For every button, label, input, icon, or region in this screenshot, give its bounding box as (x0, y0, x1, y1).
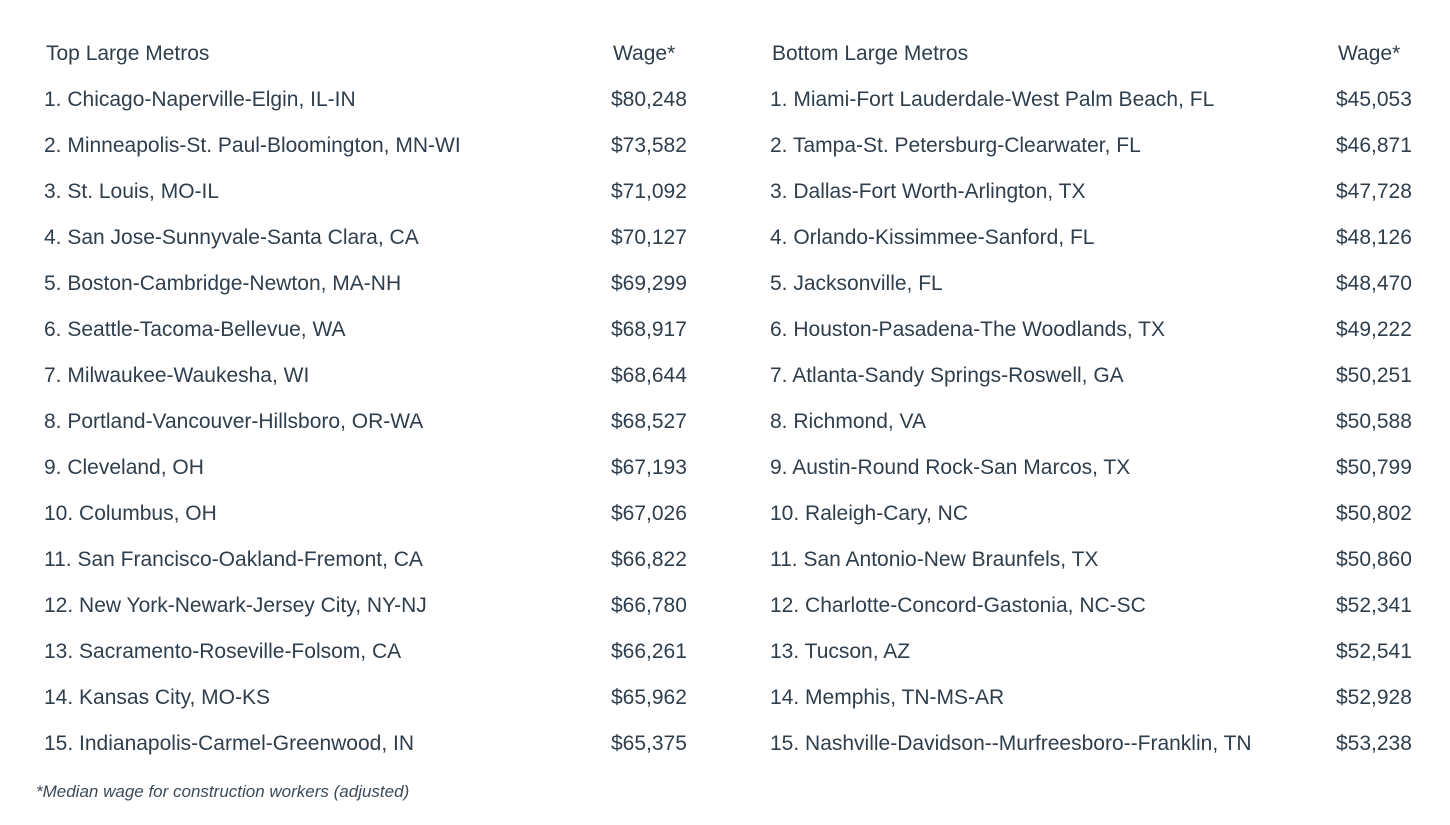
table-row (44, 77, 704, 123)
metro-column-header: Top Large Metros (46, 42, 210, 65)
wage-value: $48,470 (1336, 272, 1412, 295)
wage-value: $50,799 (1336, 456, 1412, 479)
metro-name: 12. Charlotte-Concord-Gastonia, NC-SC (770, 594, 1146, 617)
metro-name: 10. Raleigh-Cary, NC (770, 502, 969, 525)
metro-name: 8. Richmond, VA (770, 410, 927, 433)
table-header (44, 31, 704, 77)
table-row (44, 399, 704, 445)
table-row (44, 721, 704, 767)
table-row (770, 583, 1430, 629)
table-row (770, 537, 1430, 583)
metro-name: 5. Boston-Cambridge-Newton, MA-NH (44, 272, 402, 295)
wage-value: $50,251 (1336, 364, 1412, 387)
table-row (44, 537, 704, 583)
bottom-large-metros-table (770, 31, 1430, 767)
metro-name: 7. Atlanta-Sandy Springs-Roswell, GA (770, 364, 1124, 387)
metro-name: 13. Sacramento-Roseville-Folsom, CA (44, 640, 402, 663)
wage-value: $71,092 (611, 180, 687, 203)
metro-name: 14. Kansas City, MO-KS (44, 686, 271, 709)
table-row (770, 721, 1430, 767)
metro-name: 2. Minneapolis-St. Paul-Bloomington, MN-WI (44, 134, 461, 157)
wage-value: $66,261 (611, 640, 687, 663)
wage-value: $65,375 (611, 732, 687, 755)
metro-name: 11. San Francisco-Oakland-Fremont, CA (44, 548, 423, 571)
wage-value: $70,127 (611, 226, 687, 249)
wage-value: $46,871 (1336, 134, 1412, 157)
table-row (770, 169, 1430, 215)
wage-value: $69,299 (611, 272, 687, 295)
metro-name: 1. Miami-Fort Lauderdale-West Palm Beach, FL (770, 88, 1215, 111)
table-row (44, 583, 704, 629)
table-row (770, 675, 1430, 721)
wage-value: $47,728 (1336, 180, 1412, 203)
wage-value: $50,802 (1336, 502, 1412, 525)
table-row (44, 629, 704, 675)
metro-name: 11. San Antonio-New Braunfels, TX (770, 548, 1099, 571)
metro-name: 15. Indianapolis-Carmel-Greenwood, IN (44, 732, 415, 755)
wage-value: $50,588 (1336, 410, 1412, 433)
wage-value: $65,962 (611, 686, 687, 709)
bottom-table-rows (770, 77, 1430, 767)
metro-name: 8. Portland-Vancouver-Hillsboro, OR-WA (44, 410, 424, 433)
table-row (770, 629, 1430, 675)
metro-column-header: Bottom Large Metros (772, 42, 969, 65)
wage-column-header: Wage* (1338, 42, 1401, 65)
metro-name: 6. Houston-Pasadena-The Woodlands, TX (770, 318, 1165, 341)
wage-value: $52,928 (1336, 686, 1412, 709)
metro-name: 5. Jacksonville, FL (770, 272, 943, 295)
table-row (770, 215, 1430, 261)
metro-name: 10. Columbus, OH (44, 502, 217, 525)
wage-value: $53,238 (1336, 732, 1412, 755)
table-row (770, 445, 1430, 491)
table-row (770, 77, 1430, 123)
metro-name: 9. Cleveland, OH (44, 456, 204, 479)
metro-name: 4. San Jose-Sunnyvale-Santa Clara, CA (44, 226, 419, 249)
footnote: *Median wage for construction workers (adjusted) (36, 782, 410, 801)
table-row (770, 307, 1430, 353)
metro-name: 9. Austin-Round Rock-San Marcos, TX (770, 456, 1131, 479)
table-row (770, 353, 1430, 399)
metro-name: 1. Chicago-Naperville-Elgin, IL-IN (44, 88, 356, 111)
table-header (770, 31, 1430, 77)
metro-name: 15. Nashville-Davidson--Murfreesboro--Franklin, TN (770, 732, 1252, 755)
metro-name: 14. Memphis, TN-MS-AR (770, 686, 1005, 709)
wage-value: $80,248 (611, 88, 687, 111)
wage-value: $49,222 (1336, 318, 1412, 341)
top-large-metros-table (44, 31, 704, 767)
wage-value: $73,582 (611, 134, 687, 157)
table-row (44, 491, 704, 537)
table-row (44, 123, 704, 169)
wage-value: $52,541 (1336, 640, 1412, 663)
wage-column-header: Wage* (613, 42, 676, 65)
wage-value: $52,341 (1336, 594, 1412, 617)
metro-name: 3. Dallas-Fort Worth-Arlington, TX (770, 180, 1086, 203)
wage-value: $67,026 (611, 502, 687, 525)
metro-name: 3. St. Louis, MO-IL (44, 180, 220, 203)
metro-name: 4. Orlando-Kissimmee-Sanford, FL (770, 226, 1095, 249)
table-row (770, 491, 1430, 537)
top-table-rows (44, 77, 704, 767)
metro-name: 2. Tampa-St. Petersburg-Clearwater, FL (770, 134, 1141, 157)
metro-name: 12. New York-Newark-Jersey City, NY-NJ (44, 594, 427, 617)
table-row (44, 215, 704, 261)
table-row (770, 261, 1430, 307)
table-row (44, 445, 704, 491)
table-row (44, 675, 704, 721)
table-row (44, 353, 704, 399)
table-row (770, 399, 1430, 445)
table-row (44, 261, 704, 307)
wage-value: $50,860 (1336, 548, 1412, 571)
wage-value: $68,917 (611, 318, 687, 341)
wage-value: $67,193 (611, 456, 687, 479)
metro-name: 13. Tucson, AZ (770, 640, 911, 663)
table-row (44, 169, 704, 215)
wage-value: $68,527 (611, 410, 687, 433)
wage-value: $66,780 (611, 594, 687, 617)
wage-value: $66,822 (611, 548, 687, 571)
table-row (44, 307, 704, 353)
wage-value: $45,053 (1336, 88, 1412, 111)
wage-value: $48,126 (1336, 226, 1412, 249)
table-row (770, 123, 1430, 169)
wage-value: $68,644 (611, 364, 687, 387)
metro-name: 6. Seattle-Tacoma-Bellevue, WA (44, 318, 346, 341)
metro-name: 7. Milwaukee-Waukesha, WI (44, 364, 310, 387)
